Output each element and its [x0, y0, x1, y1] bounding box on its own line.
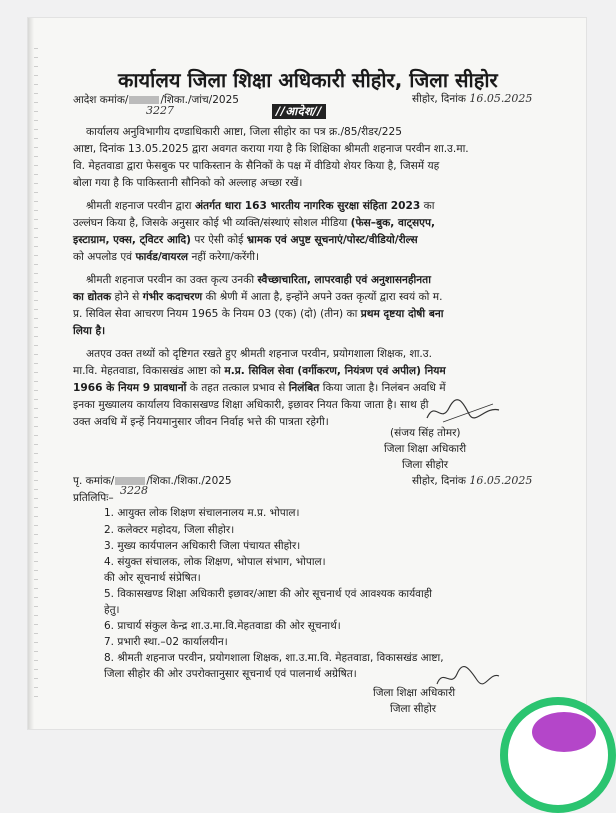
aadesh-label: //आदेश//: [272, 104, 326, 119]
copy-list-item: 8. श्रीमती शहनाज परवीन, प्रयोगशाला शिक्षक, शा.उ.मा.वि. मेहतवाडा, विकासखंड आष्टा,: [104, 652, 444, 664]
copy-list-item: 1. आयुक्त लोक शिक्षण संचालनालय म.प्र. भोपाल।: [104, 507, 300, 519]
copy-ref-handwritten: 3228: [120, 484, 148, 497]
p4-line-1: अतएव उक्त तथ्यों को दृष्टिगत रखते हुए श्रीमती शहनाज परवीन, प्रयोगशाला शिक्षक, शा.उ.: [86, 348, 432, 360]
copy-list-item: 2. कलेक्टर महोदय, जिला सीहोर।: [104, 524, 235, 536]
p3-line-1: श्रीमती शहनाज परवीन का उक्त कृत्य उनकी स्वैच्छाचारिता, लापरवाही एवं अनुशासनहीनता: [86, 274, 431, 286]
copy-ref-number: पृ. कमांक/ /शिका./शिका./2025: [73, 475, 232, 487]
p1-line-1: कार्यालय अनुविभागीय दण्डाधिकारी आष्टा, जिला सीहोर का पत्र क्र./85/रीडर/225: [86, 126, 402, 138]
p2-line-4: को अपलोड एवं फार्वड/वायरल नहीं करेगा/करेंगी।: [73, 251, 260, 263]
p1-line-3: वि. मेहतवाडा द्वारा फेसबुक पर पाकिस्तान के सैनिकों के पक्ष में वीडियो शेयर किया है, जिसमें यह: [73, 160, 440, 172]
redaction-mark: [129, 96, 159, 104]
p4-line-2: मा.वि. मेहतवाडा, विकासखंड आष्टा को म.प्र. सिविल सेवा (वर्गीकरण, नियंत्रण एवं अपील) नियम: [73, 365, 446, 377]
p1-line-4: बोला गया है कि पाकिस्तानी सौनिको को अल्लाह अच्छा रखें।: [73, 177, 303, 189]
p2-line-2: उल्लंघन किया है, जिसके अनुसार कोई भी व्यक्ति/संस्थाएं सोशल मीडिया (फेस–बुक, वाट्सएप,: [73, 217, 436, 229]
copy-list-item: 5. विकासखण्ड शिक्षा अधिकारी इछावर/आष्टा की ओर सूचनार्थ एवं आवश्यक कार्यवाही: [104, 588, 433, 600]
copy-list-item: 7. प्रभारी स्था.–02 कार्यालयीन।: [104, 636, 228, 648]
header-date-handwritten: 16.05.2025: [469, 92, 533, 105]
copy-list-item: 4. संयुक्त संचालक, लोक शिक्षण, भोपाल संभाग, भोपाल।: [104, 556, 326, 568]
overlay-badge-inner: [532, 712, 596, 752]
p2-line-1: श्रीमती शहनाज परवीन द्वारा अंतर्गत धारा 163 भारतीय नागरिक सुरक्षा संहिता 2023 का: [86, 200, 435, 212]
officer-name: (संजय सिंह तोमर): [390, 427, 461, 439]
order-no-suffix: /शिका./जांच/2025: [160, 94, 239, 106]
copy-list-item: हेतु।: [104, 604, 120, 616]
p3-line-4: लिया है।: [73, 325, 106, 337]
copy-list-item: जिला सीहोर की ओर उपरोक्तानुसार सूचनार्थ एवं पालनार्थ अग्रेषित।: [104, 668, 357, 680]
pratilipi-label: प्रतिलिपिः–: [73, 492, 114, 504]
header-place-date: सीहोर, दिनांक 16.05.2025: [412, 92, 533, 105]
sig1-date-handwritten: 16.05.2025: [469, 474, 533, 487]
order-no-handwritten: 3227: [146, 104, 174, 117]
p3-line-2: का द्योतक होने से गंभीर कदाचरण की श्रेणी में आता है, इन्होंने अपने उक्त कृत्यों द्वारा स्वयं को म.: [73, 291, 443, 303]
p3-line-3: प्र. सिविल सेवा आचरण नियम 1965 के नियम 03 (एक) (दो) (तीन) का प्रथम दृष्टया दोषी बना: [73, 308, 444, 320]
copy-list-item: 6. प्राचार्य संकुल केन्द्र शा.उ.मा.वि.मेहतवाडा की ओर सूचनार्थ।: [104, 620, 341, 632]
p4-line-5: उक्त अवधि में इन्हें नियमानुसार जीवन निर्वाह भत्ते की पात्रता रहेगी।: [73, 416, 329, 428]
officer-designation: जिला शिक्षा अधिकारी: [384, 443, 467, 455]
sig1-place-date: सीहोर, दिनांक 16.05.2025: [412, 474, 533, 487]
officer-office: जिला सीहोर: [402, 459, 449, 471]
sig2-designation: जिला शिक्षा अधिकारी: [373, 687, 456, 699]
p4-line-4: इनका मुख्यालय कार्यालय विकासखण्ड शिक्षा अधिकारी, इछावर नियत किया जाता है। साथ ही: [73, 399, 429, 411]
copy-list-item: की ओर सूचनार्थ संप्रेषित।: [104, 572, 201, 584]
office-title: कार्यालय जिला शिक्षा अधिकारी सीहोर, जिला सीहोर: [118, 68, 498, 92]
p1-line-2: आष्टा, दिनांक 13.05.2025 द्वारा अवगत कराया गया है कि शिक्षिका श्रीमती शहनाज परवीन शा.उ.मा.: [73, 143, 469, 155]
sig2-office: जिला सीहोर: [390, 703, 437, 715]
p2-line-3: इस्टाग्राम, एक्स, ट्विटर आदि) पर ऐसी कोई भ्रामक एवं अपुष्ट सूचनाएं/पोस्ट/वीडियो/रील्स: [73, 234, 418, 246]
signature-scribble-1: [423, 396, 503, 426]
perforation-marks: [34, 48, 38, 699]
order-no-prefix: आदेश कमांक/: [73, 94, 129, 106]
p4-line-3: 1966 के नियम 9 प्रावधानों के तहत तत्काल प्रभाव से निलंबित किया जाता है। निलंबन अवधि में: [73, 382, 446, 394]
copy-list-item: 3. मुख्य कार्यपालन अधिकारी जिला पंचायत सीहोर।: [104, 540, 301, 552]
document-page: [28, 18, 586, 729]
